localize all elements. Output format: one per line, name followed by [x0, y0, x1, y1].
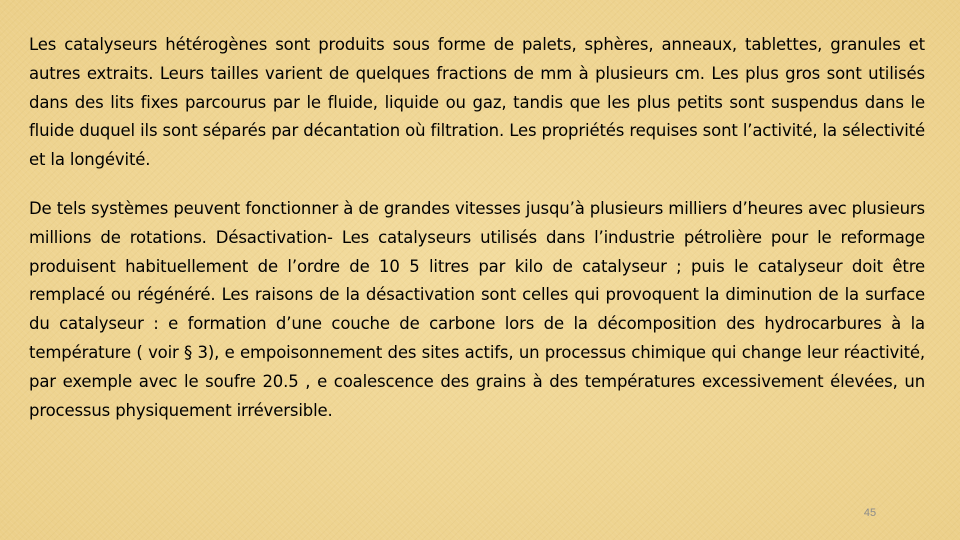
paragraph-catalyst-forms: Les catalyseurs hétérogènes sont produits sous forme de palets, sphères, anneaux, tablettes, granules et autres extraits. Leurs tailles varient de quelques fractions de mm à plusieurs cm. Les plus gros sont utilisés dans des lits fixes parcourus par le fluide, liquide ou gaz, tandis que les plus petits sont suspendus dans le fluide duquel ils sont séparés par décantation où filtration. Les propriétés requises sont l’activité, la sélectivité et la longévité. [29, 35, 925, 170]
page-number: 45 [863, 507, 877, 519]
slide-body [29, 31, 925, 425]
paragraph-deactivation: De tels systèmes peuvent fonctionner à de grandes vitesses jusqu’à plusieurs milliers d’heures avec plusieurs millions de rotations. Désactivation- Les catalyseurs utilisés dans l’industrie pétrolière pour le reformage produisent habituellement de l’ordre de 10 5 litres par kilo de catalyseur ; puis le catalyseur doit être remplacé ou régénéré. Les raisons de la désactivation sont celles qui provoquent la diminution de la surface du catalyseur : e formation d’une couche de carbone lors de la décomposition des hydrocarbures à la température ( voir § 3), e empoisonnement des sites actifs, un processus chimique qui change leur réactivité, par exemple avec le soufre 20.5 , e coalescence des grains à des températures excessivement élevées, un processus physiquement irréversible. [29, 198, 925, 420]
